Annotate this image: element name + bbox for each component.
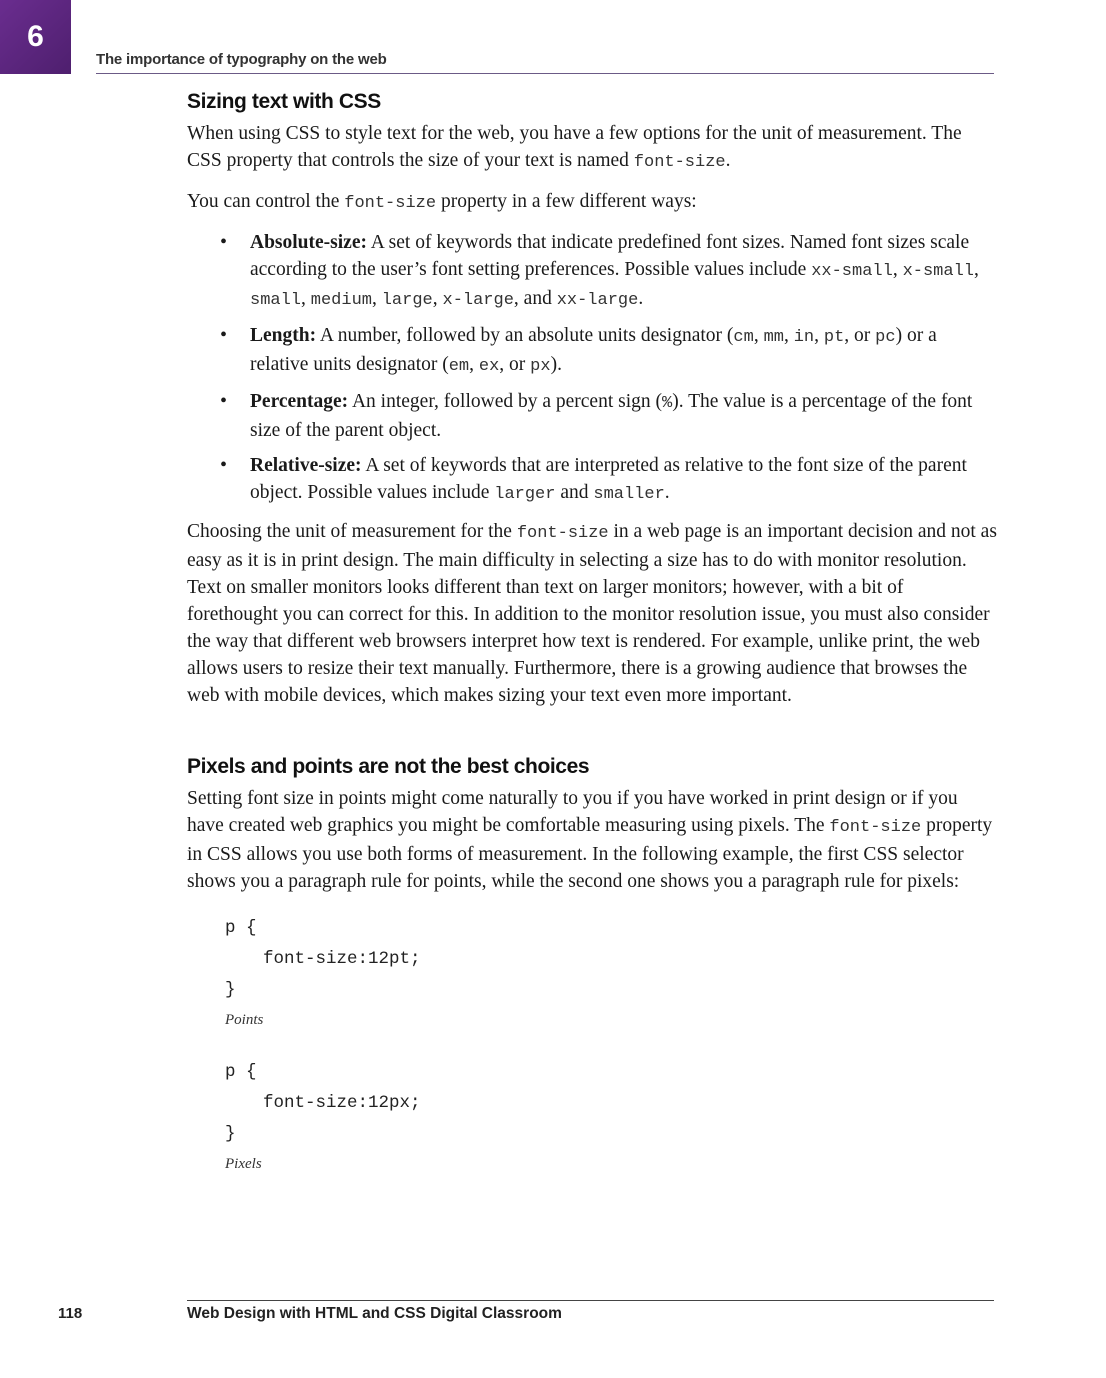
list-item-percentage	[220, 388, 997, 444]
chapter-number: 6	[27, 20, 44, 53]
separator: ,	[432, 288, 443, 309]
pp-code: font-size	[829, 818, 922, 837]
code-line: p {	[225, 1062, 257, 1082]
intro-code: font-size	[633, 153, 726, 172]
font-size-options-list	[187, 229, 997, 508]
term-relative-size: Relative-size:	[250, 455, 362, 476]
chapter-number-tab	[0, 0, 71, 74]
code-caption-points: Points	[225, 1012, 264, 1028]
code-value: small	[250, 291, 302, 310]
choosing-code: font-size	[516, 524, 609, 543]
code-value: xx-large	[556, 291, 639, 310]
code-value: medium	[310, 291, 372, 310]
control-text-1: You can control the	[187, 191, 345, 212]
control-paragraph	[187, 188, 997, 217]
term-length: Length:	[250, 325, 317, 346]
control-code: font-size	[344, 194, 437, 213]
separator: and	[555, 482, 594, 503]
list-item-absolute-size	[220, 229, 997, 314]
page-number: 118	[58, 1305, 83, 1322]
code-line: font-size:12pt;	[263, 949, 421, 969]
code-line: font-size:12px;	[263, 1093, 421, 1113]
percentage-text-1: An integer, followed by a percent sign (	[348, 391, 663, 412]
code-value: in	[793, 328, 815, 347]
separator: ,	[301, 288, 311, 309]
header-divider	[96, 73, 994, 74]
control-text-2: property in a few different ways:	[436, 191, 697, 212]
intro-text: When using CSS to style text for the web, you have a few options for the unit of measurement. The CSS property that controls the size of your text is named	[187, 123, 962, 171]
pp-text-2: property in CSS allows you use both forms of measurement. In the following example, the first CSS selector shows you a paragraph rule for points, while the second one shows you a paragraph rule for pixels:	[187, 815, 993, 892]
end-punct: ).	[550, 354, 562, 375]
section-heading-pixels-points: Pixels and points are not the best choices	[187, 755, 590, 778]
separator: ,	[892, 259, 903, 280]
code-line: }	[225, 980, 236, 1000]
code-value: ex	[478, 357, 500, 376]
separator: ,	[469, 354, 479, 375]
code-value: em	[448, 357, 470, 376]
choosing-text-1: Choosing the unit of measurement for the	[187, 521, 517, 542]
code-value: large	[381, 291, 433, 310]
end-punct: .	[638, 288, 644, 309]
section-pixels-points	[187, 755, 997, 1173]
book-title: Web Design with HTML and CSS Digital Classroom	[187, 1305, 562, 1322]
section-heading-sizing: Sizing text with CSS	[187, 90, 381, 113]
absolute-size-text: A set of keywords that indicate predefined font sizes. Named font sizes scale according to the user’s font setting preferences. Possible values include	[250, 232, 970, 280]
length-text-1: A number, followed by an absolute units designator (	[316, 325, 734, 346]
code-line: }	[225, 1124, 236, 1144]
spacer	[187, 1029, 997, 1057]
separator: , or	[499, 354, 531, 375]
code-example-points	[225, 913, 997, 1006]
separator: ,	[371, 288, 382, 309]
code-value: cm	[733, 328, 754, 347]
code-value: px	[530, 357, 551, 376]
code-line: p {	[225, 918, 257, 938]
separator: ,	[783, 325, 794, 346]
code-value: pc	[875, 328, 896, 347]
list-item-length	[220, 322, 997, 380]
intro-end: .	[725, 150, 731, 171]
footer-divider	[187, 1300, 994, 1301]
page-content	[187, 90, 997, 1173]
choosing-paragraph	[187, 518, 997, 709]
separator: ,	[814, 325, 824, 346]
term-absolute-size: Absolute-size:	[250, 232, 367, 253]
running-head: The importance of typography on the web	[96, 51, 387, 68]
relative-size-text: A set of keywords that are interpreted as relative to the font size of the parent object. Possible values include	[250, 455, 967, 503]
code-value: x-large	[442, 291, 514, 310]
separator: ,	[753, 325, 764, 346]
code-example-pixels	[225, 1057, 997, 1150]
code-value: x-small	[902, 262, 974, 281]
separator: , or	[844, 325, 876, 346]
separator: , and	[513, 288, 557, 309]
code-value: xx-small	[811, 262, 893, 281]
length-text-2: ) or a relative units designator (	[250, 325, 937, 375]
code-caption-pixels: Pixels	[225, 1156, 262, 1172]
percentage-text-2: ). The value is a percentage of the font size of the parent object.	[250, 391, 973, 441]
list-item-relative-size	[220, 452, 997, 508]
choosing-text-2: in a web page is an important decision and not as easy as it is in print design. The main difficulty in selecting a size has to do with monitor resolution. Text on smaller monitors looks different than text on larger monitors; however, with a bit of forethought you can correct for this. In addition to the monitor resolution issue, you must also consider the way that different web browsers interpret how text is rendered. For example, unlike print, the web allows users to resize their text manually. Furthermore, there is a growing audience that browses the web with mobile devices, which makes sizing your text even more important.	[187, 521, 997, 706]
code-value: mm	[763, 328, 784, 347]
pixels-points-paragraph	[187, 785, 997, 895]
pp-text-1: Setting font size in points might come naturally to you if you have worked in print design or if you have created web graphics you might be comfortable measuring using pixels. The	[187, 788, 958, 836]
code-value: larger	[494, 485, 556, 504]
separator: ,	[973, 259, 979, 280]
code-value: pt	[823, 328, 845, 347]
code-value: %	[662, 394, 673, 413]
code-value: smaller	[593, 485, 665, 504]
intro-paragraph	[187, 120, 997, 176]
term-percentage: Percentage:	[250, 391, 349, 412]
end-punct: .	[664, 482, 670, 503]
